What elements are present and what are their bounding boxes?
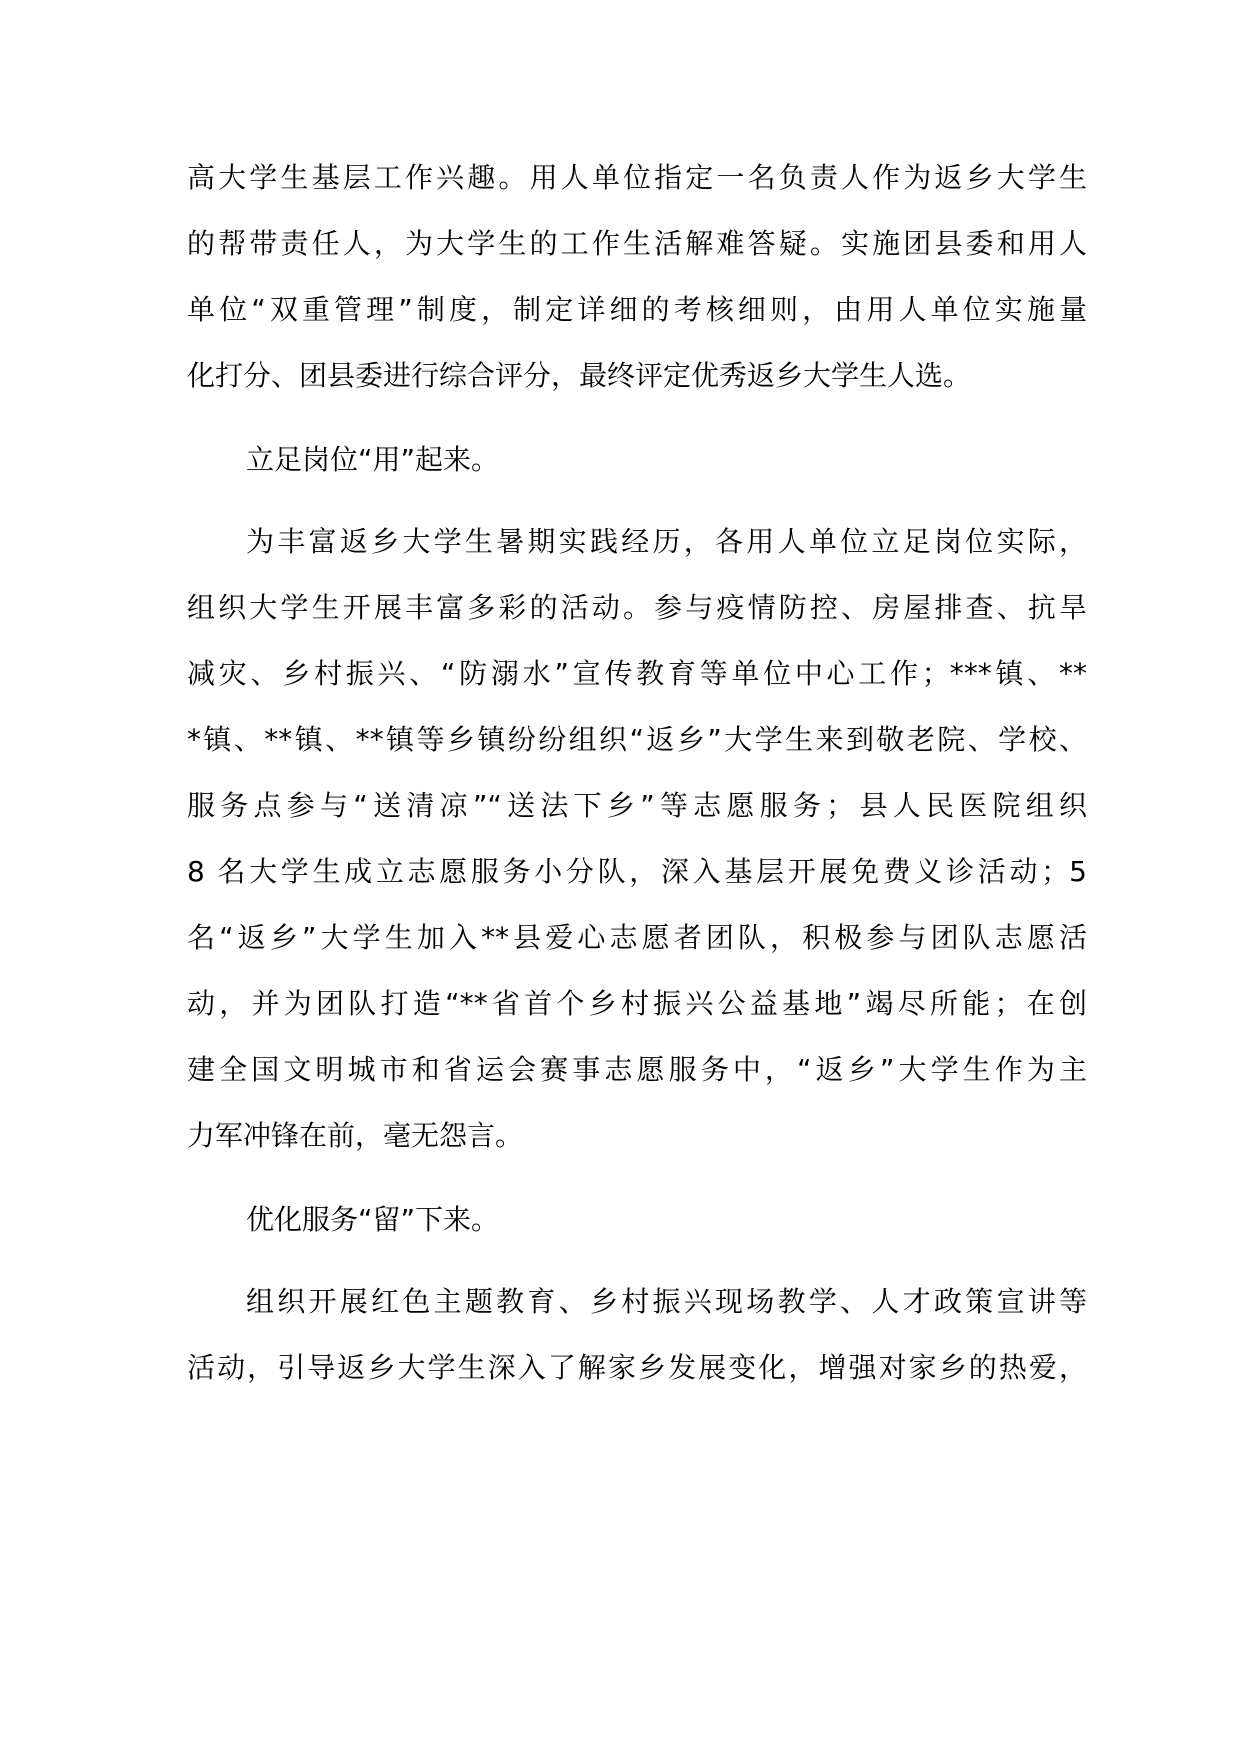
text-line: 化打分、团县委进行综合评分，最终评定优秀返乡大学生人选。 bbox=[187, 359, 972, 392]
text-line: 组织开展红色主题教育、乡村振兴现场教学、人才政策宣讲等 bbox=[246, 1285, 1087, 1318]
text-line: 8 名大学生成立志愿服务小分队，深入基层开展免费义诊活动；5 bbox=[187, 855, 1087, 888]
section-heading: 立足岗位“用”起来。 bbox=[246, 443, 500, 476]
text-line: 动，并为团队打造“**省首个乡村振兴公益基地”竭尽所能；在创 bbox=[187, 987, 1087, 1020]
text-line: 高大学生基层工作兴趣。用人单位指定一名负责人作为返乡大学生 bbox=[187, 161, 1087, 194]
text-line: 单位“双重管理”制度，制定详细的考核细则，由用人单位实施量 bbox=[187, 293, 1087, 326]
text-line: 力军冲锋在前，毫无怨言。 bbox=[187, 1119, 524, 1152]
text-line: 的帮带责任人，为大学生的工作生活解难答疑。实施团县委和用人 bbox=[187, 227, 1087, 260]
section-heading: 优化服务“留”下来。 bbox=[246, 1203, 500, 1236]
text-line: 活动，引导返乡大学生深入了解家乡发展变化，增强对家乡的热爱， bbox=[187, 1351, 1087, 1384]
text-line: 减灾、乡村振兴、“防溺水”宣传教育等单位中心工作；***镇、** bbox=[187, 657, 1087, 690]
text-line: 组织大学生开展丰富多彩的活动。参与疫情防控、房屋排查、抗旱 bbox=[187, 591, 1087, 624]
text-line: 名“返乡”大学生加入**县爱心志愿者团队，积极参与团队志愿活 bbox=[187, 921, 1087, 954]
text-line: *镇、**镇、**镇等乡镇纷纷组织“返乡”大学生来到敬老院、学校、 bbox=[187, 723, 1087, 756]
text-line: 服务点参与“送清凉”“送法下乡”等志愿服务；县人民医院组织 bbox=[187, 789, 1087, 822]
text-line: 为丰富返乡大学生暑期实践经历，各用人单位立足岗位实际， bbox=[246, 525, 1087, 558]
text-line: 建全国文明城市和省运会赛事志愿服务中，“返乡”大学生作为主 bbox=[187, 1053, 1087, 1086]
